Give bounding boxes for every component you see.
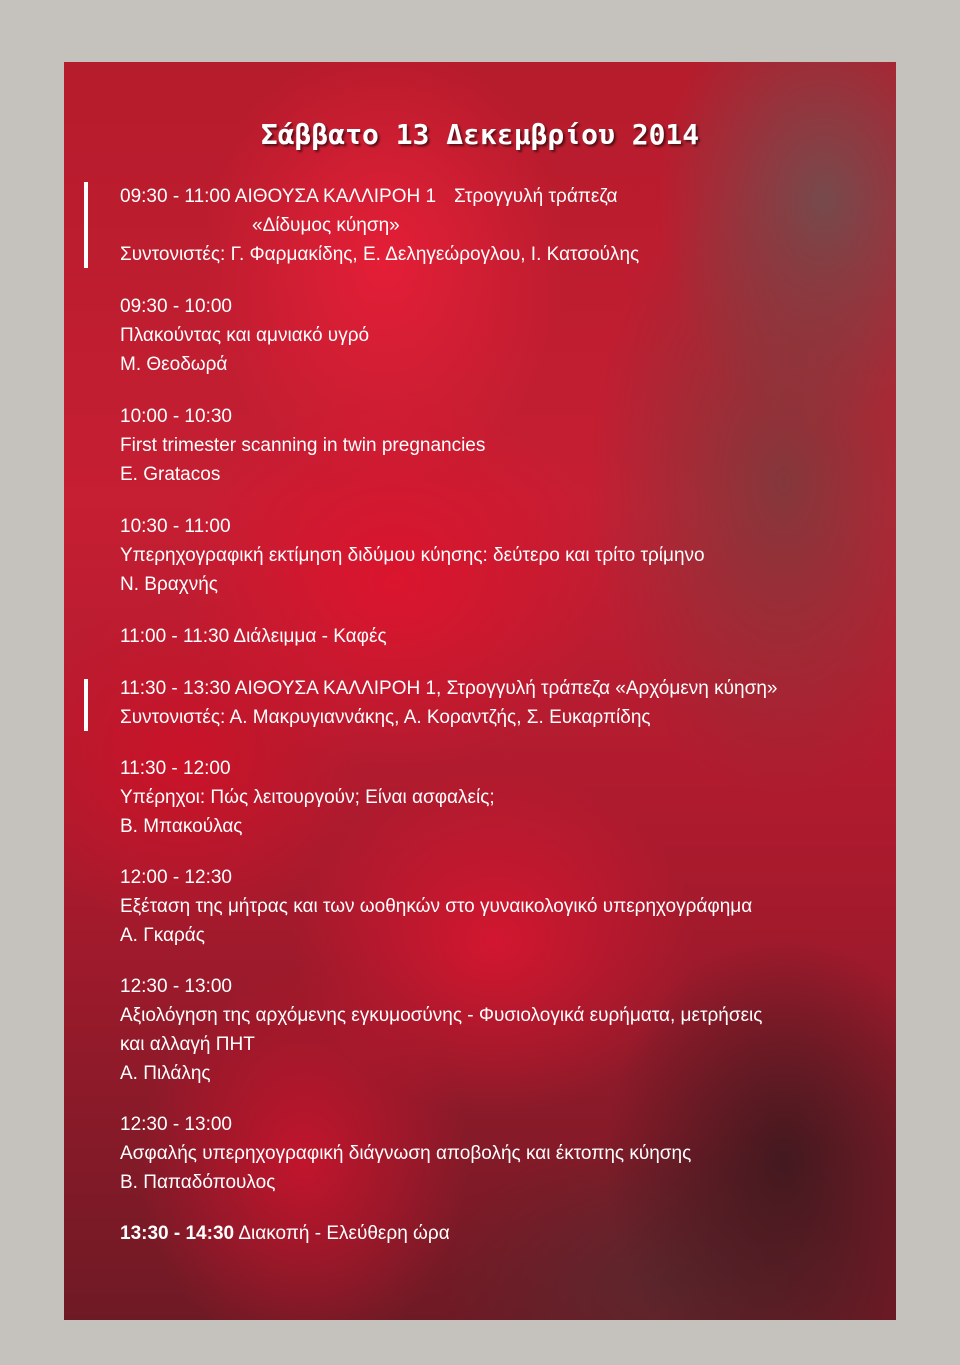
talk-title: First trimester scanning in twin pregnancies <box>120 435 486 456</box>
session-moderators: Συντονιστές: Α. Μακρυγιαννάκης, Α. Κοραντζής, Σ. Ευκαρπίδης <box>120 707 651 728</box>
talk-time: 10:30 - 11:00 <box>120 516 231 537</box>
talk-time: 10:00 - 10:30 <box>120 406 232 427</box>
talk-speaker: Μ. Θεοδωρά <box>120 354 228 375</box>
program-content <box>120 182 890 1248</box>
closing-item <box>120 1219 890 1248</box>
talk-time: 09:30 - 10:00 <box>120 296 232 317</box>
talk-time: 11:30 - 12:00 <box>120 758 231 779</box>
program-poster <box>64 62 896 1320</box>
session-subtitle: «Δίδυμος κύηση» <box>252 215 400 236</box>
session-header: 11:30 - 13:30 ΑΙΘΟΥΣΑ ΚΑΛΛΙΡΟΗ 1, Στρογγυλή τράπεζα «Αρχόμενη κύηση» <box>120 678 778 699</box>
session-moderators: Συντονιστές: Γ. Φαρμακίδης, Ε. Δεληγεώρογλου, Ι. Κατσούλης <box>120 244 640 265</box>
talk-title: Υπέρηχοι: Πώς λειτουργούν; Είναι ασφαλείς; <box>120 787 495 808</box>
talk-title-continued: και αλλαγή ΠΗΤ <box>120 1034 255 1055</box>
session-marker-bar <box>84 182 88 268</box>
talk-time: 12:30 - 13:00 <box>120 976 232 997</box>
talk-time: 12:00 - 12:30 <box>120 867 232 888</box>
session-marker-bar <box>84 679 88 731</box>
talk-title: Πλακούντας και αμνιακό υγρό <box>120 325 370 346</box>
break-item: 11:00 - 11:30 Διάλειμμα - Καφές <box>120 626 387 647</box>
page-title: Σάββατο 13 Δεκεμβρίου 2014 <box>260 118 700 151</box>
session-header <box>120 182 890 211</box>
talk-speaker: Β. Παπαδόπουλος <box>120 1172 276 1193</box>
talk-title: Εξέταση της μήτρας και των ωοθηκών στο γυναικολογικό υπερηχογράφημα <box>120 896 753 917</box>
talk-title: Αξιολόγηση της αρχόμενης εγκυμοσύνης - Φυσιολογικά ευρήματα, μετρήσεις <box>120 1005 763 1026</box>
session-time-room: 09:30 - 11:00 ΑΙΘΟΥΣΑ ΚΑΛΛΙΡΟΗ 1 <box>120 186 437 207</box>
talk-title: Υπερηχογραφική εκτίμηση διδύμου κύησης: δεύτερο και τρίτο τρίμηνο <box>120 545 705 566</box>
session-topic: Στρογγυλή τράπεζα <box>454 186 618 207</box>
talk-title: Ασφαλής υπερηχογραφική διάγνωση αποβολής και έκτοπης κύησης <box>120 1143 692 1164</box>
talk-speaker: Α. Γκαράς <box>120 925 205 946</box>
talk-time: 12:30 - 13:00 <box>120 1114 232 1135</box>
talk-speaker: Α. Πιλάλης <box>120 1063 211 1084</box>
talk-speaker: Ν. Βραχνής <box>120 574 218 595</box>
talk-speaker: E. Gratacos <box>120 464 221 485</box>
closing-time: 13:30 - 14:30 <box>120 1223 235 1244</box>
closing-label: Διακοπή - Ελεύθερη ώρα <box>238 1223 450 1244</box>
talk-speaker: Β. Μπακούλας <box>120 816 243 837</box>
